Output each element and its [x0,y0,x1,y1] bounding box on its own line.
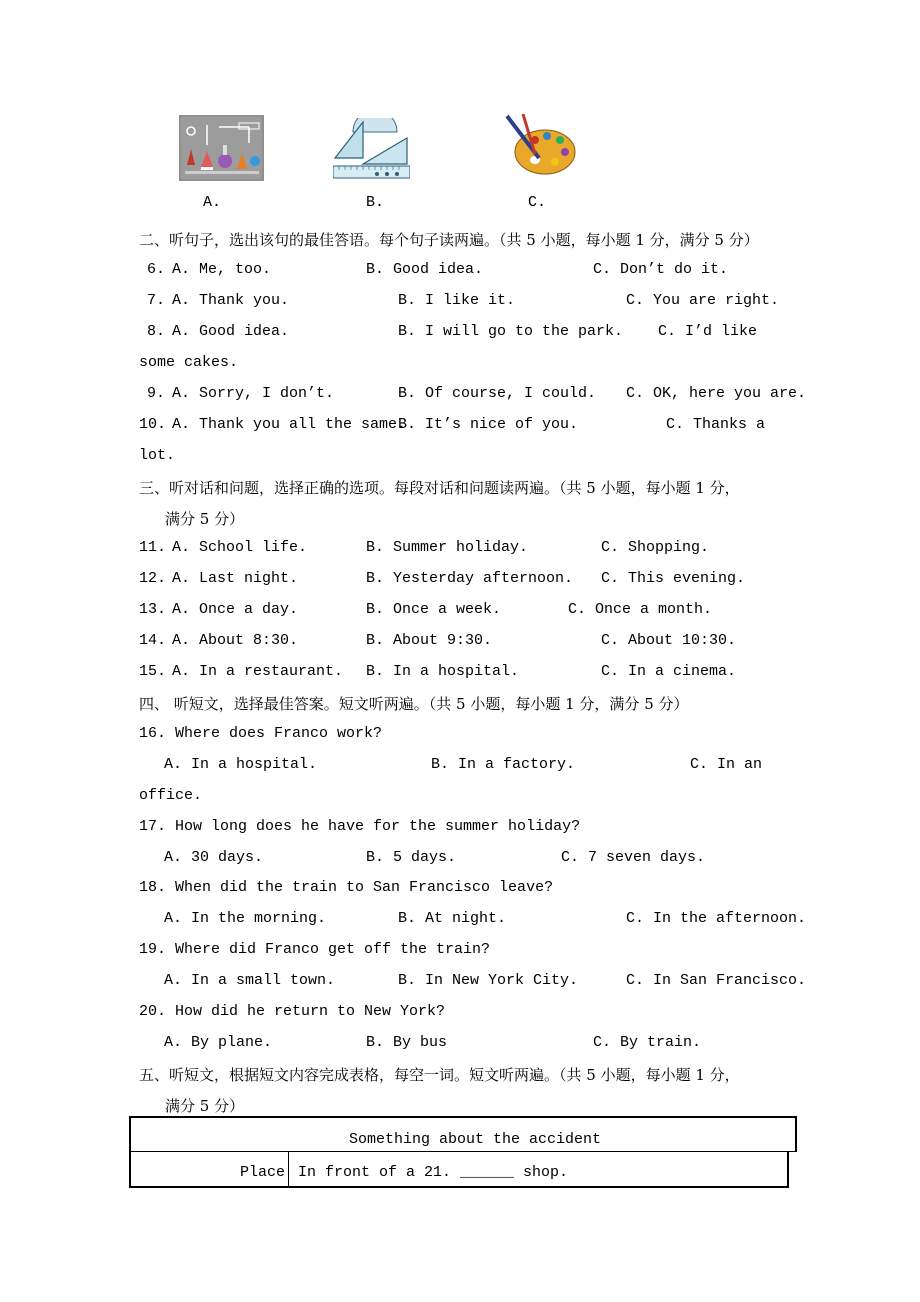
section5-title: 五、听短文，根据短文内容完成表格，每空一词。短文听两遍。（共 5 小题，每小题 1 分， [139,1066,740,1084]
q18-option-b: B. At night. [398,910,507,927]
q11-option-b: B. Summer holiday. [366,539,529,556]
picture-c-label: C. [528,194,547,211]
q19-option-b: B. In New York City. [398,972,579,989]
q10-number: 10. [139,416,167,433]
q6-option-b: B. Good idea. [366,261,484,278]
q19-option-c: C. In San Francisco. [626,972,807,989]
table-top-border [129,1116,797,1118]
q17-question: 17. How long does he have for the summer holiday? [139,818,581,835]
q6-option-c: C. Don’t do it. [593,261,729,278]
q13-number: 13. [139,601,167,618]
table-header: Something about the accident [349,1131,602,1148]
q16-option-b: B. In a factory. [431,756,576,773]
q13-option-a: A. Once a day. [172,601,299,618]
q6-number: 6. [147,261,166,278]
q14-option-c: C. About 10:30. [601,632,737,649]
table-bottom-border [129,1186,789,1188]
table-left-border [129,1116,131,1188]
q8-option-c: C. I’d like [658,323,758,340]
place-label: Place [240,1164,286,1181]
picture-b-label: B. [366,194,385,211]
table-header-divider [129,1151,797,1152]
q7-option-c: C. You are right. [626,292,780,309]
q18-option-c: C. In the afternoon. [626,910,807,927]
q10-continuation: lot. [139,447,176,464]
q8-number: 8. [147,323,166,340]
q17-option-b: B. 5 days. [366,849,457,866]
q16-option-a: A. In a hospital. [164,756,318,773]
paint-palette-picture [505,114,577,180]
q6-option-a: A. Me, too. [172,261,272,278]
q14-option-b: B. About 9:30. [366,632,493,649]
q12-option-a: A. Last night. [172,570,299,587]
q9-number: 9. [147,385,166,402]
q8-option-b: B. I will go to the park. [398,323,624,340]
q13-option-c: C. Once a month. [568,601,713,618]
section3-title: 三、听对话和问题，选择正确的选项。每段对话和问题读两遍。（共 5 小题，每小题 1 分， [139,479,740,497]
q10-option-a: A. Thank you all the same. [172,416,407,433]
q19-option-a: A. In a small town. [164,972,336,989]
q7-number: 7. [147,292,166,309]
q11-number: 11. [139,539,167,556]
q20-option-b: B. By bus [366,1034,448,1051]
q13-option-b: B. Once a week. [366,601,502,618]
q20-question: 20. How did he return to New York? [139,1003,446,1020]
q15-option-a: A. In a restaurant. [172,663,344,680]
q16-question: 16. Where does Franco work? [139,725,383,742]
q8-continuation: some cakes. [139,354,239,371]
q14-option-a: A. About 8:30. [172,632,299,649]
place-value: In front of a 21. ______ shop. [298,1164,569,1181]
q9-option-c: C. OK, here you are. [626,385,807,402]
q15-option-c: C. In a cinema. [601,663,737,680]
q20-option-c: C. By train. [593,1034,702,1051]
q15-option-b: B. In a hospital. [366,663,520,680]
q9-option-a: A. Sorry, I don’t. [172,385,335,402]
q18-question: 18. When did the train to San Francisco leave? [139,879,554,896]
q11-option-a: A. School life. [172,539,308,556]
q10-option-b: B. It’s nice of you. [398,416,579,433]
q19-question: 19. Where did Franco get off the train? [139,941,491,958]
q8-option-a: A. Good idea. [172,323,290,340]
q20-option-a: A. By plane. [164,1034,273,1051]
q18-option-a: A. In the morning. [164,910,327,927]
q16-continuation: office. [139,787,203,804]
section2-title: 二、听句子，选出该句的最佳答语。每个句子读两遍。（共 5 小题，每小题 1 分，满分 5 分） [139,231,759,249]
q11-option-c: C. Shopping. [601,539,710,556]
table-column-divider [288,1152,289,1186]
q16-option-c: C. In an [690,756,763,773]
table-right-border-bottom [787,1152,789,1186]
q7-option-a: A. Thank you. [172,292,290,309]
table-right-border-top [795,1116,797,1152]
section3-title-cont: 满分 5 分） [165,510,245,528]
ruler-set-picture [333,118,410,180]
q17-option-c: C. 7 seven days. [561,849,706,866]
q14-number: 14. [139,632,167,649]
section4-title: 四、 听短文，选择最佳答案。短文听两遍。（共 5 小题，每小题 1 分，满分 5 分） [139,695,689,713]
q12-number: 12. [139,570,167,587]
science-lab-picture [179,115,264,181]
q7-option-b: B. I like it. [398,292,516,309]
q9-option-b: B. Of course, I could. [398,385,597,402]
q15-number: 15. [139,663,167,680]
q12-option-c: C. This evening. [601,570,746,587]
section5-title-cont: 满分 5 分） [165,1097,245,1115]
q17-option-a: A. 30 days. [164,849,264,866]
q12-option-b: B. Yesterday afternoon. [366,570,574,587]
q10-option-c: C. Thanks a [666,416,766,433]
picture-a-label: A. [203,194,222,211]
